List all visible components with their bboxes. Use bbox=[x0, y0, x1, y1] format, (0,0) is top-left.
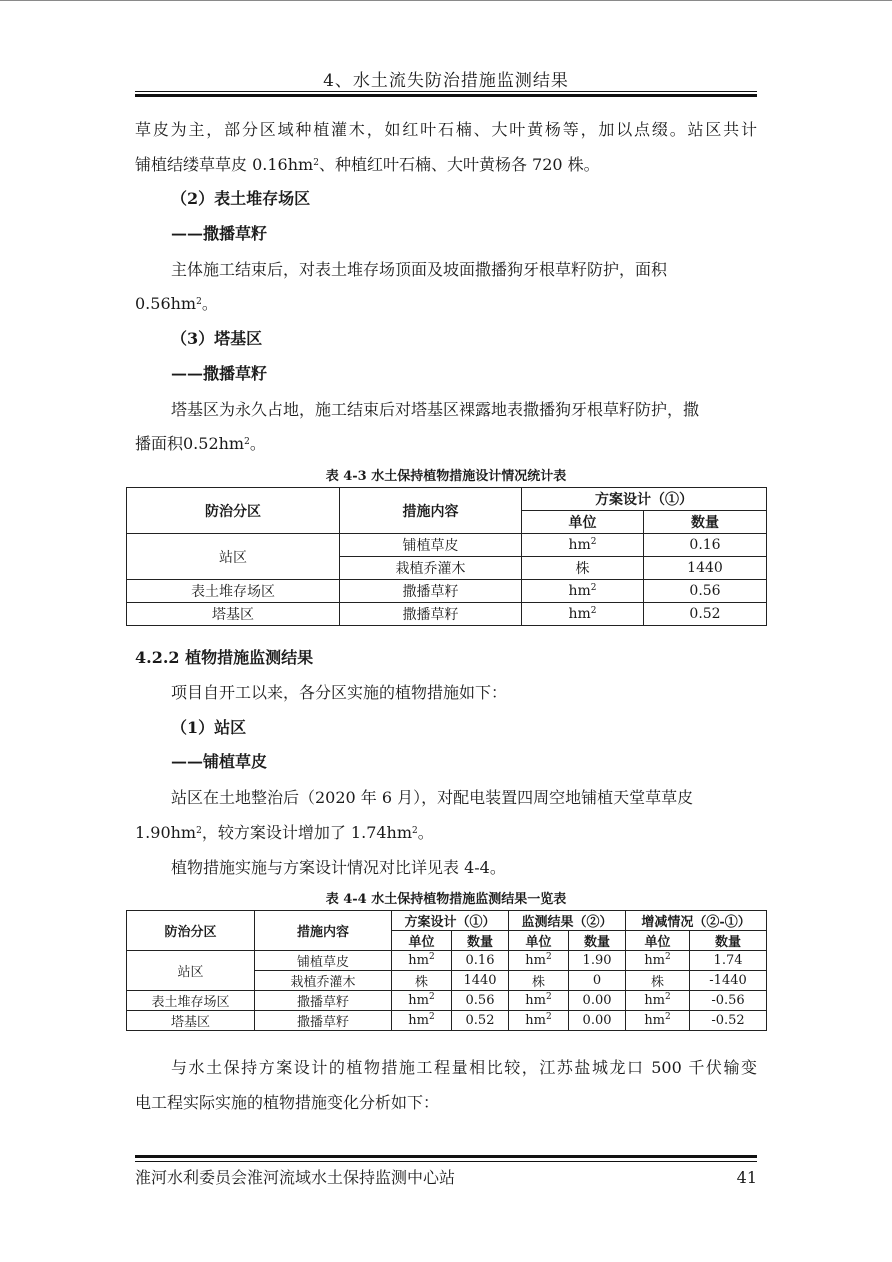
table-cell: $hm^2$ bbox=[509, 1011, 569, 1031]
table-cell: 表土堆存场区 bbox=[127, 580, 340, 603]
paragraph-line: 塔基区为永久占地，施工结束后对塔基区裸露地表撒播狗牙根草籽防护，撒 bbox=[171, 400, 700, 419]
table-header-cell: 防治分区 bbox=[127, 911, 255, 951]
subsection-heading: （3）塔基区 bbox=[171, 329, 263, 348]
table-cell: 撒播草籽 bbox=[255, 1011, 392, 1031]
table-cell: 0.52 bbox=[452, 1011, 509, 1031]
table-cell: $hm^2$ bbox=[522, 603, 644, 626]
measure-heading: ——撒播草籽 bbox=[171, 224, 268, 243]
table-cell: 撒播草籽 bbox=[340, 603, 522, 626]
paragraph-line: 电工程实际实施的植物措施变化分析如下： bbox=[135, 1093, 440, 1112]
table-cell: $hm^2$ bbox=[392, 951, 452, 971]
table-row bbox=[127, 1011, 767, 1031]
measure-heading: ——撒播草籽 bbox=[171, 364, 268, 383]
table-cell: $hm^2$ bbox=[522, 580, 644, 603]
paragraph-line: $1.90hm^2$，较方案设计增加了 $1.74hm^2$。 bbox=[135, 823, 434, 842]
footer-organization: 淮河水利委员会淮河流域水土保持监测中心站 bbox=[135, 1168, 456, 1187]
paragraph-line: $0.56hm^2$。 bbox=[135, 294, 218, 313]
table-cell: $hm^2$ bbox=[509, 991, 569, 1011]
table-cell: 站区 bbox=[127, 534, 340, 580]
table-cell: 株 bbox=[626, 971, 690, 991]
paragraph-line: 播面积$0.52hm^2$。 bbox=[135, 434, 266, 453]
plant-measure-design-table bbox=[126, 487, 767, 626]
table-row bbox=[127, 991, 767, 1011]
subsection-heading: （1）站区 bbox=[171, 718, 247, 737]
page-footer bbox=[135, 1167, 757, 1189]
table-cell: 铺植草皮 bbox=[255, 951, 392, 971]
table-cell: 栽植乔灌木 bbox=[340, 557, 522, 580]
table-cell: 0.16 bbox=[644, 534, 767, 557]
table-cell: 铺植草皮 bbox=[340, 534, 522, 557]
table-cell: 0.16 bbox=[452, 951, 509, 971]
table-cell: 塔基区 bbox=[127, 603, 340, 626]
running-header: 4、水土流失防治措施监测结果 bbox=[323, 71, 569, 91]
table-cell: 株 bbox=[522, 557, 644, 580]
table-cell: $hm^2$ bbox=[626, 991, 690, 1011]
table-cell: 0.00 bbox=[569, 991, 626, 1011]
header-rule-thin bbox=[135, 91, 757, 92]
table-cell: $hm^2$ bbox=[522, 534, 644, 557]
table-cell: 0.00 bbox=[569, 1011, 626, 1031]
table-header-cell: 数量 bbox=[644, 511, 767, 534]
table-cell: -1440 bbox=[690, 971, 767, 991]
table-cell: $hm^2$ bbox=[626, 951, 690, 971]
paragraph-line: 主体施工结束后，对表土堆存场顶面及坡面撒播狗牙根草籽防护，面积 bbox=[171, 260, 668, 279]
plant-measure-monitoring-table bbox=[126, 910, 767, 1031]
table-cell: 1440 bbox=[644, 557, 767, 580]
header-rule-thick bbox=[135, 94, 757, 97]
table-cell: 撒播草籽 bbox=[340, 580, 522, 603]
table-cell: 撒播草籽 bbox=[255, 991, 392, 1011]
table-header-cell: 措施内容 bbox=[255, 911, 392, 951]
paragraph-line: 与水土保持方案设计的植物措施工程量相比较，江苏盐城龙口 500 千伏输变 bbox=[171, 1058, 757, 1077]
table-header-cell: 单位 bbox=[522, 511, 644, 534]
table-caption: 表 4-3 水土保持植物措施设计情况统计表 bbox=[325, 469, 567, 484]
footer-rule-thin bbox=[135, 1161, 757, 1162]
table-header-cell: 数量 bbox=[452, 931, 509, 951]
table-row bbox=[127, 580, 767, 603]
measure-heading: ——铺植草皮 bbox=[171, 752, 268, 771]
table-cell: 1.90 bbox=[569, 951, 626, 971]
table-header-cell: 单位 bbox=[392, 931, 452, 951]
table-header-cell: 监测结果（②） bbox=[509, 911, 626, 931]
table-cell: 站区 bbox=[127, 951, 255, 991]
page-top-border bbox=[0, 0, 892, 1]
table-cell: $hm^2$ bbox=[509, 951, 569, 971]
table-cell: 0 bbox=[569, 971, 626, 991]
paragraph-line: 站区在土地整治后（2020 年 6 月），对配电装置四周空地铺植天堂草草皮 bbox=[171, 788, 694, 807]
table-row bbox=[127, 534, 767, 557]
paragraph-line: 铺植结缕草草皮 $0.16hm^2$、种植红叶石楠、大叶黄杨各 720 株。 bbox=[135, 155, 600, 174]
table-header-cell: 增减情况（②-①） bbox=[626, 911, 767, 931]
section-title: 4.2.2 植物措施监测结果 bbox=[135, 648, 314, 667]
table-cell: 0.56 bbox=[452, 991, 509, 1011]
table-cell: 1440 bbox=[452, 971, 509, 991]
table-row bbox=[127, 951, 767, 971]
table-cell: 1.74 bbox=[690, 951, 767, 971]
table-header-cell: 单位 bbox=[626, 931, 690, 951]
page-number: 41 bbox=[736, 1168, 757, 1187]
table-cell: 表土堆存场区 bbox=[127, 991, 255, 1011]
table-header-cell: 措施内容 bbox=[340, 488, 522, 534]
table-cell: $hm^2$ bbox=[626, 1011, 690, 1031]
table-cell: -0.56 bbox=[690, 991, 767, 1011]
table-cell: 0.52 bbox=[644, 603, 767, 626]
table-cell: $hm^2$ bbox=[392, 991, 452, 1011]
table-cell: -0.52 bbox=[690, 1011, 767, 1031]
subsection-heading: （2）表土堆存场区 bbox=[171, 189, 311, 208]
paragraph-line: 项目自开工以来，各分区实施的植物措施如下： bbox=[171, 683, 508, 702]
table-cell: 塔基区 bbox=[127, 1011, 255, 1031]
table-cell: 0.56 bbox=[644, 580, 767, 603]
table-header-cell: 数量 bbox=[569, 931, 626, 951]
table-header-cell: 方案设计（①） bbox=[392, 911, 509, 931]
table-cell: 株 bbox=[509, 971, 569, 991]
paragraph-line: 草皮为主，部分区域种植灌木，如红叶石楠、大叶黄杨等，加以点缀。站区共计 bbox=[135, 120, 757, 139]
table-caption: 表 4-4 水土保持植物措施监测结果一览表 bbox=[325, 892, 567, 907]
table-header-cell: 数量 bbox=[690, 931, 767, 951]
table-cell: 株 bbox=[392, 971, 452, 991]
table-cell: $hm^2$ bbox=[392, 1011, 452, 1031]
table-header-cell: 单位 bbox=[509, 931, 569, 951]
table-header-cell: 防治分区 bbox=[127, 488, 340, 534]
table-cell: 栽植乔灌木 bbox=[255, 971, 392, 991]
paragraph-line: 植物措施实施与方案设计情况对比详见表 4-4。 bbox=[171, 858, 506, 877]
footer-rule-thick bbox=[135, 1155, 757, 1158]
table-row bbox=[127, 603, 767, 626]
table-header-cell: 方案设计（①） bbox=[522, 488, 767, 511]
